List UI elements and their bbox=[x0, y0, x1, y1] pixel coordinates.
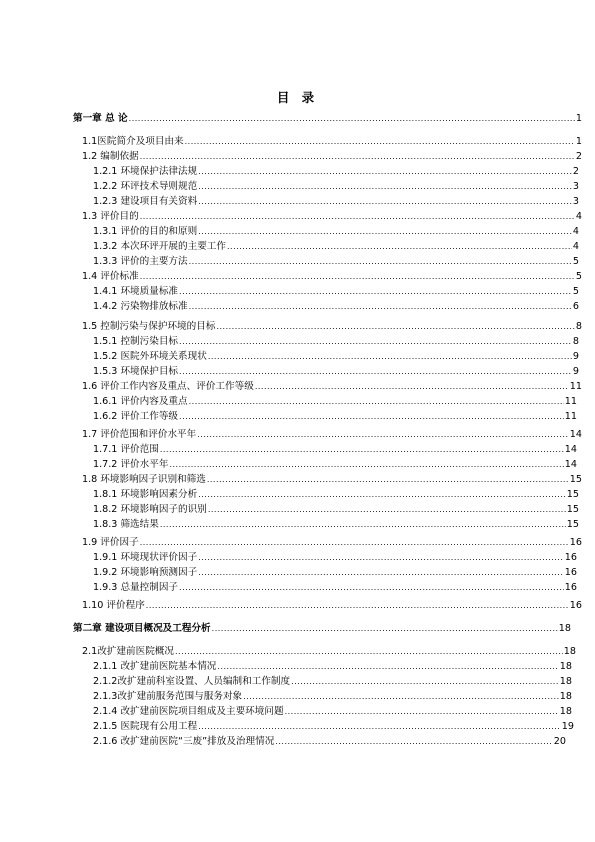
toc-page-number: 16 bbox=[569, 600, 582, 611]
toc-page-number: 16 bbox=[569, 537, 582, 548]
toc-page-number: 15 bbox=[566, 519, 579, 530]
dot-leader bbox=[198, 552, 564, 564]
toc-entry-label: 2.1改扩建前医院概况 bbox=[82, 646, 175, 657]
toc-section-entry[interactable] bbox=[82, 537, 582, 549]
toc-page-number: 15 bbox=[566, 489, 579, 500]
toc-entry-label: 2.1.2改扩建前科室设置、人员编制和工作制度 bbox=[93, 676, 291, 687]
toc-subsection-entry[interactable] bbox=[93, 661, 572, 673]
toc-entry-label: 1.3.1 评价的目的和原则 bbox=[93, 226, 198, 237]
dot-leader bbox=[198, 166, 572, 178]
toc-page-number: 18 bbox=[559, 661, 572, 672]
dot-leader bbox=[179, 582, 564, 594]
toc-entry-label: 1.4.1 环境质量标准 bbox=[93, 286, 179, 297]
toc-entry-label: 第一章 总 论 bbox=[73, 113, 128, 124]
toc-page-number: 9 bbox=[572, 351, 579, 362]
dot-leader bbox=[185, 136, 575, 148]
toc-entry-label: 1.6.2 评价工作等级 bbox=[93, 411, 179, 422]
toc-page-number: 15 bbox=[566, 504, 579, 515]
toc-entry-label: 1.2.2 环评技术导则规范 bbox=[93, 181, 198, 192]
toc-page-number: 14 bbox=[564, 459, 577, 470]
dot-leader bbox=[189, 301, 572, 313]
dot-leader bbox=[175, 646, 563, 658]
toc-subsection-entry[interactable] bbox=[93, 196, 579, 208]
dot-leader bbox=[140, 537, 569, 549]
page-title: 目 录 bbox=[276, 90, 319, 105]
toc-subsection-entry[interactable] bbox=[93, 336, 579, 348]
toc-subsection-entry[interactable] bbox=[93, 226, 579, 238]
toc-subsection-entry[interactable] bbox=[93, 396, 577, 408]
toc-entry-label: 1.5 控制污染与保护环境的目标 bbox=[82, 321, 216, 332]
toc-entry-label: 2.1.5 医院现有公用工程 bbox=[93, 721, 198, 732]
toc-subsection-entry[interactable] bbox=[93, 351, 579, 363]
toc-subsection-entry[interactable] bbox=[93, 489, 579, 501]
toc-page-number: 16 bbox=[564, 552, 577, 563]
dot-leader bbox=[169, 459, 563, 471]
toc-subsection-entry[interactable] bbox=[93, 706, 572, 718]
toc-entry-label: 1.5.2 医院外环境关系现状 bbox=[93, 351, 207, 362]
dot-leader bbox=[140, 211, 575, 223]
toc-entry-label: 1.6 评价工作内容及重点、评价工作等级 bbox=[82, 381, 254, 392]
dot-leader bbox=[197, 429, 569, 441]
toc-entry-label: 1.4.2 污染物排放标准 bbox=[93, 301, 188, 312]
toc-entry-label: 1.8 环境影响因子识别和筛选 bbox=[82, 474, 206, 485]
toc-page-number: 11 bbox=[569, 381, 582, 392]
toc-subsection-entry[interactable] bbox=[93, 504, 579, 516]
toc-subsection-entry[interactable] bbox=[93, 411, 577, 423]
toc-subsection-entry[interactable] bbox=[93, 567, 577, 579]
toc-page-number: 18 bbox=[559, 706, 572, 717]
toc-page-number: 1 bbox=[575, 113, 582, 124]
dot-leader bbox=[179, 286, 572, 298]
toc-page-number: 5 bbox=[575, 271, 582, 282]
toc-page-number: 4 bbox=[572, 241, 579, 252]
toc-page-number: 16 bbox=[564, 582, 577, 593]
toc-subsection-entry[interactable] bbox=[93, 552, 577, 564]
dot-leader bbox=[179, 336, 572, 348]
toc-entry-label: 1.2 编制依据 bbox=[82, 151, 139, 162]
toc-entry-label: 1.9.2 环境影响预测因子 bbox=[93, 567, 198, 578]
toc-subsection-entry[interactable] bbox=[93, 691, 572, 703]
toc-chapter-entry[interactable] bbox=[73, 113, 582, 125]
toc-section-entry[interactable] bbox=[82, 321, 582, 333]
toc-entry-label: 1.7 评价范围和评价水平年 bbox=[82, 429, 197, 440]
toc-page-number: 14 bbox=[564, 444, 577, 455]
dot-leader bbox=[208, 504, 566, 516]
toc-page-number: 16 bbox=[564, 567, 577, 578]
dot-leader bbox=[179, 411, 564, 423]
toc-page-number: 18 bbox=[559, 676, 572, 687]
toc-subsection-entry[interactable] bbox=[93, 366, 579, 378]
dot-leader bbox=[198, 196, 572, 208]
toc-page-number: 6 bbox=[572, 301, 579, 312]
toc-entry-label: 1.9.1 环境现状评价因子 bbox=[93, 552, 198, 563]
dot-leader bbox=[189, 396, 564, 408]
toc-section-entry[interactable] bbox=[82, 646, 576, 658]
dot-leader bbox=[275, 736, 552, 748]
toc-page-number: 2 bbox=[572, 166, 579, 177]
toc-page-number: 3 bbox=[572, 181, 579, 192]
dot-leader bbox=[189, 256, 572, 268]
dot-leader bbox=[212, 623, 558, 635]
toc-section-entry[interactable] bbox=[82, 151, 582, 163]
toc-section-entry[interactable] bbox=[82, 429, 582, 441]
toc-subsection-entry[interactable] bbox=[93, 181, 579, 193]
dot-leader bbox=[146, 600, 569, 612]
dot-leader bbox=[198, 567, 564, 579]
dot-leader bbox=[291, 676, 559, 688]
toc-page-number: 4 bbox=[575, 211, 582, 222]
dot-leader bbox=[208, 351, 572, 363]
toc-entry-label: 2.1.3改扩建前服务范围与服务对象 bbox=[93, 691, 243, 702]
dot-leader bbox=[129, 113, 575, 125]
toc-page-number: 19 bbox=[561, 721, 574, 732]
dot-leader bbox=[198, 226, 572, 238]
toc-section-entry[interactable] bbox=[82, 381, 582, 393]
toc-entry-label: 2.1.4 改扩建前医院项目组成及主要环境问题 bbox=[93, 706, 284, 717]
dot-leader bbox=[227, 241, 572, 253]
toc-page-number: 18 bbox=[563, 646, 576, 657]
toc-entry-label: 1.10 评价程序 bbox=[82, 600, 145, 611]
toc-page-number: 15 bbox=[569, 474, 582, 485]
toc-section-entry[interactable] bbox=[82, 271, 582, 283]
toc-subsection-entry[interactable] bbox=[93, 286, 579, 298]
toc-subsection-entry[interactable] bbox=[93, 166, 579, 178]
toc-page-number: 1 bbox=[575, 136, 582, 147]
toc-entry-label: 1.5.3 环境保护目标 bbox=[93, 366, 179, 377]
toc-subsection-entry[interactable] bbox=[93, 676, 572, 688]
dot-leader bbox=[255, 381, 569, 393]
toc-entry-label: 1.9.3 总量控制因子 bbox=[93, 582, 179, 593]
toc-page-number: 2 bbox=[575, 151, 582, 162]
toc-section-entry[interactable] bbox=[82, 600, 582, 612]
toc-subsection-entry[interactable] bbox=[93, 459, 577, 471]
dot-leader bbox=[140, 151, 575, 163]
toc-entry-label: 1.7.1 评价范围 bbox=[93, 444, 159, 455]
toc-page-number: 8 bbox=[572, 336, 579, 347]
toc-entry-label: 1.5.1 控制污染目标 bbox=[93, 336, 179, 347]
toc-section-entry[interactable] bbox=[82, 211, 582, 223]
toc-section-entry[interactable] bbox=[82, 474, 582, 486]
toc-entry-label: 1.4 评价标准 bbox=[82, 271, 139, 282]
dot-leader bbox=[198, 721, 561, 733]
dot-leader bbox=[243, 691, 559, 703]
dot-leader bbox=[179, 366, 572, 378]
toc-page-number: 4 bbox=[572, 226, 579, 237]
toc-entry-label: 1.3.2 本次环评开展的主要工作 bbox=[93, 241, 226, 252]
toc-page-number: 5 bbox=[572, 286, 579, 297]
dot-leader bbox=[198, 489, 566, 501]
toc-entry-label: 1.3 评价目的 bbox=[82, 211, 139, 222]
toc-page-number: 18 bbox=[559, 691, 572, 702]
toc-page-number: 11 bbox=[564, 396, 577, 407]
dot-leader bbox=[216, 321, 574, 333]
toc-subsection-entry[interactable] bbox=[93, 736, 566, 748]
toc-page-number: 11 bbox=[564, 411, 577, 422]
toc-page-number: 14 bbox=[569, 429, 582, 440]
toc-entry-label: 1.8.1 环境影响因素分析 bbox=[93, 489, 198, 500]
toc-page-number: 18 bbox=[558, 623, 571, 634]
toc-entry-label: 1.1医院简介及项目由来 bbox=[82, 136, 184, 147]
toc-entry-label: 1.9 评价因子 bbox=[82, 537, 139, 548]
toc-subsection-entry[interactable] bbox=[93, 301, 579, 313]
dot-leader bbox=[160, 519, 566, 531]
dot-leader bbox=[217, 661, 558, 673]
toc-page-number: 9 bbox=[572, 366, 579, 377]
toc-subsection-entry[interactable] bbox=[93, 241, 579, 253]
toc-page-number: 5 bbox=[572, 256, 579, 267]
toc-entry-label: 1.7.2 评价水平年 bbox=[93, 459, 169, 470]
toc-entry-label: 1.2.3 建设项目有关资料 bbox=[93, 196, 198, 207]
dot-leader bbox=[198, 181, 572, 193]
toc-entry-label: 1.2.1 环境保护法律法规 bbox=[93, 166, 198, 177]
toc-entry-label: 1.6.1 评价内容及重点 bbox=[93, 396, 188, 407]
toc-entry-label: 2.1.1 改扩建前医院基本情况 bbox=[93, 661, 217, 672]
toc-subsection-entry[interactable] bbox=[93, 519, 579, 531]
dot-leader bbox=[140, 271, 575, 283]
toc-page-number: 3 bbox=[572, 196, 579, 207]
toc-chapter-entry[interactable] bbox=[73, 623, 571, 635]
dot-leader bbox=[160, 444, 564, 456]
dot-leader bbox=[285, 706, 559, 718]
toc-page-number: 20 bbox=[553, 736, 566, 747]
toc-entry-label: 1.3.3 评价的主要方法 bbox=[93, 256, 188, 267]
toc-entry-label: 1.8.3 筛选结果 bbox=[93, 519, 159, 530]
toc-entry-label: 第二章 建设项目概况及工程分析 bbox=[73, 623, 211, 634]
toc-subsection-entry[interactable] bbox=[93, 582, 577, 594]
toc-entry-label: 2.1.6 改扩建前医院“三废”排放及治理情况 bbox=[93, 736, 275, 747]
toc-subsection-entry[interactable] bbox=[93, 721, 574, 733]
toc-page-number: 8 bbox=[575, 321, 582, 332]
toc-entry-label: 1.8.2 环境影响因子的识别 bbox=[93, 504, 207, 515]
toc-subsection-entry[interactable] bbox=[93, 256, 579, 268]
toc-section-entry[interactable] bbox=[82, 136, 582, 148]
toc-subsection-entry[interactable] bbox=[93, 444, 577, 456]
dot-leader bbox=[207, 474, 569, 486]
